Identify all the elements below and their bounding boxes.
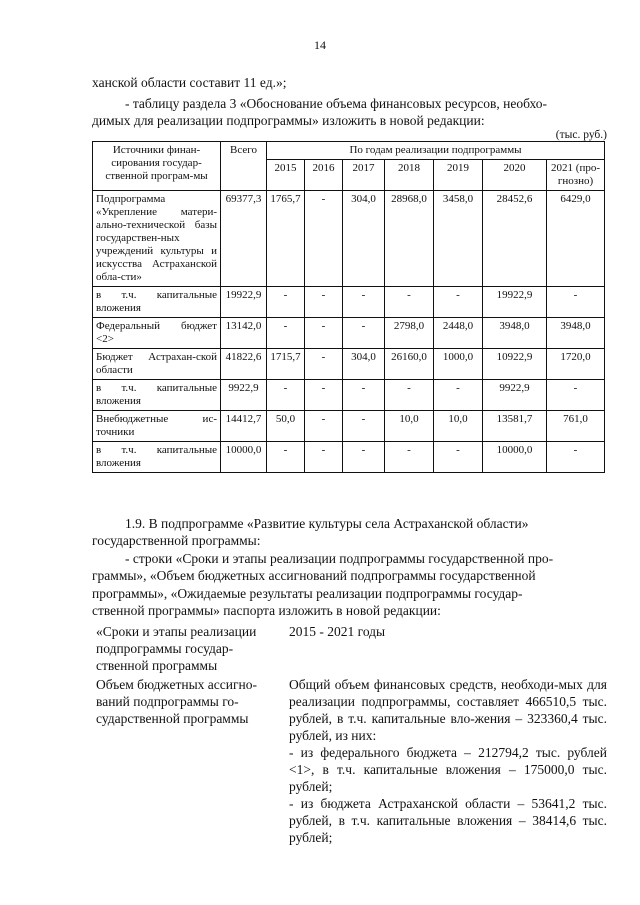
table-row [93, 411, 605, 442]
row-value: 1720,0 [547, 349, 605, 380]
row-value: 50,0 [267, 411, 305, 442]
row-source: в т.ч. капитальные вложения [93, 442, 221, 473]
passport-terms-value: 2015 - 2021 годы [289, 624, 386, 639]
row-value: 10000,0 [483, 442, 547, 473]
section-line-5: программы», «Ожидаемые результаты реализации подпрограммы государ- [92, 586, 523, 601]
row-value: 13581,7 [483, 411, 547, 442]
header-year: 2018 [385, 160, 434, 191]
row-value: - [267, 287, 305, 318]
row-total: 41822,6 [221, 349, 267, 380]
row-value: - [305, 411, 343, 442]
row-value: 761,0 [547, 411, 605, 442]
row-value: - [385, 442, 434, 473]
row-value: 10,0 [385, 411, 434, 442]
row-value: - [547, 380, 605, 411]
row-source: в т.ч. капитальные вложения [93, 287, 221, 318]
row-value: 2798,0 [385, 318, 434, 349]
row-value: - [547, 442, 605, 473]
row-value: 28452,6 [483, 191, 547, 287]
row-total: 19922,9 [221, 287, 267, 318]
header-year: 2021 (про-гнозно) [547, 160, 605, 191]
section-line-6: ственной программы» паспорта изложить в новой редакции: [92, 603, 441, 618]
row-value: - [434, 442, 483, 473]
budget-regional-text: - из бюджета Астраханской области – 53641,2 тыс. рублей, в т.ч. капитальные вложения – 38414,6 тыс. рублей; [289, 796, 607, 845]
row-source: Подпрограмма «Укрепление матери-ально-технической базы государствен-ных учреждений культуры и искусства Астраханской обла-сти» [93, 191, 221, 287]
budget-total-text: Общий объем финансовых средств, необходи-мых для реализации подпрограммы, составляет 466510,5 тыс. рублей, в т.ч. капитальные вло-жения – 323360,4 тыс. рублей, из них: [289, 677, 607, 743]
finance-table [92, 141, 605, 473]
row-value: 3948,0 [547, 318, 605, 349]
table-row [93, 442, 605, 473]
header-year: 2017 [343, 160, 385, 191]
row-value: - [343, 380, 385, 411]
row-value: - [305, 191, 343, 287]
row-value: - [267, 318, 305, 349]
row-value: 10922,9 [483, 349, 547, 380]
row-value: 10,0 [434, 411, 483, 442]
row-source: Внебюджетные ис-точники [93, 411, 221, 442]
intro-line-2: - таблицу раздела 3 «Обоснование объема финансовых ресурсов, необхо- [125, 96, 547, 111]
row-source: Федеральный бюджет <2> [93, 318, 221, 349]
row-value: - [305, 442, 343, 473]
row-total: 10000,0 [221, 442, 267, 473]
row-value: 26160,0 [385, 349, 434, 380]
intro-line-3: димых для реализации подпрограммы» изложить в новой редакции: [92, 113, 485, 128]
row-value: - [343, 411, 385, 442]
passport-terms-label: «Сроки и этапы реализации подпрограммы государ-ственной программы [96, 624, 257, 673]
row-value: 3948,0 [483, 318, 547, 349]
section-line-3: - строки «Сроки и этапы реализации подпрограммы государственной про- [125, 551, 554, 566]
page-number: 14 [314, 38, 326, 52]
row-value: 19922,9 [483, 287, 547, 318]
row-value: - [267, 442, 305, 473]
row-total: 13142,0 [221, 318, 267, 349]
row-value: - [305, 380, 343, 411]
table-unit: (тыс. руб.) [555, 129, 607, 141]
table-row [93, 287, 605, 318]
budget-federal-text: - из федерального бюджета – 212794,2 тыс. рублей <1>, в т.ч. капитальные вложения – 175000,0 тыс. рублей; [289, 745, 607, 794]
header-total: Всего [221, 142, 267, 191]
passport-budget-value [289, 676, 607, 846]
table-row [93, 191, 605, 287]
row-source: в т.ч. капитальные вложения [93, 380, 221, 411]
row-value: - [343, 318, 385, 349]
row-value: - [305, 349, 343, 380]
table-row [93, 380, 605, 411]
header-year: 2016 [305, 160, 343, 191]
table-row [93, 349, 605, 380]
header-year: 2015 [267, 160, 305, 191]
row-value: - [343, 442, 385, 473]
row-value: 3458,0 [434, 191, 483, 287]
row-value: 1765,7 [267, 191, 305, 287]
row-value: - [547, 287, 605, 318]
row-value: - [267, 380, 305, 411]
header-source: Источники финан-сирования государ-ственной програм-мы [93, 142, 221, 191]
row-value: - [434, 287, 483, 318]
section-line-1: 1.9. В подпрограмме «Развитие культуры села Астраханской области» [125, 516, 529, 531]
row-value: - [305, 318, 343, 349]
passport-budget-label: Объем бюджетных ассигно-ваний подпрограммы го-сударственной программы [96, 677, 257, 726]
table-row [93, 318, 605, 349]
row-value: - [385, 380, 434, 411]
header-by-years: По годам реализации подпрограммы [267, 142, 605, 160]
row-total: 9922,9 [221, 380, 267, 411]
row-value: 2448,0 [434, 318, 483, 349]
header-year: 2019 [434, 160, 483, 191]
header-year: 2020 [483, 160, 547, 191]
row-value: 6429,0 [547, 191, 605, 287]
row-value: 1715,7 [267, 349, 305, 380]
row-value: - [305, 287, 343, 318]
row-total: 14412,7 [221, 411, 267, 442]
intro-line-1: ханской области составит 11 ед.»; [92, 75, 287, 90]
row-total: 69377,3 [221, 191, 267, 287]
row-value: - [385, 287, 434, 318]
row-value: 304,0 [343, 191, 385, 287]
row-value: 304,0 [343, 349, 385, 380]
table-header-row [93, 142, 605, 160]
row-value: 9922,9 [483, 380, 547, 411]
row-value: - [343, 287, 385, 318]
row-value: 28968,0 [385, 191, 434, 287]
row-source: Бюджет Астрахан-ской области [93, 349, 221, 380]
section-line-4: граммы», «Объем бюджетных ассигнований подпрограммы государственной [92, 568, 536, 583]
row-value: - [434, 380, 483, 411]
row-value: 1000,0 [434, 349, 483, 380]
section-line-2: государственной программы: [92, 533, 261, 548]
